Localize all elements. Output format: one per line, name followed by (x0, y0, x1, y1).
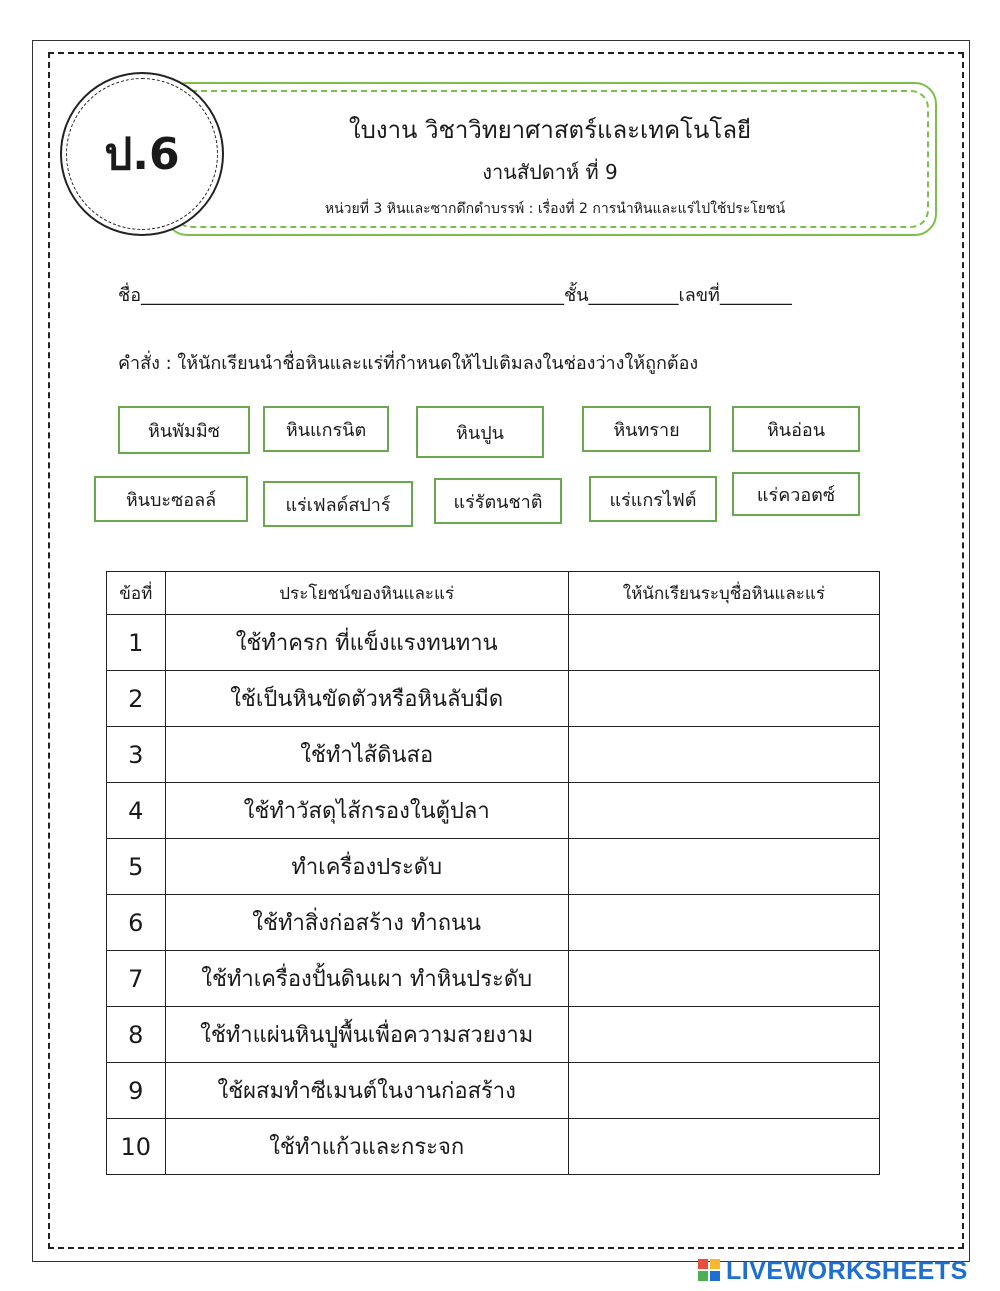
answer-cell[interactable] (568, 727, 879, 783)
liveworksheets-watermark[interactable] (698, 1256, 998, 1286)
row-use-text: ใช้เป็นหินขัดตัวหรือหินลับมีด (165, 671, 568, 727)
row-use-text: ใช้ผสมทำซีเมนต์ในงานก่อสร้าง (165, 1063, 568, 1119)
watermark-text: LIVEWORKSHEETS (726, 1256, 968, 1285)
answer-cell[interactable] (568, 951, 879, 1007)
answer-cell[interactable] (568, 783, 879, 839)
table-row (107, 1119, 880, 1175)
table-row (107, 671, 880, 727)
table-row (107, 1007, 880, 1063)
row-number: 6 (107, 895, 166, 951)
row-number: 4 (107, 783, 166, 839)
row-number: 3 (107, 727, 166, 783)
word-bank-item[interactable]: หินอ่อน (732, 406, 860, 452)
worksheet-title: ใบงาน วิชาวิทยาศาสตร์และเทคโนโลยี (348, 116, 752, 144)
table-row (107, 783, 880, 839)
row-use-text: ใช้ทำครก ที่แข็งแรงทนทาน (165, 615, 568, 671)
unit-label: หน่วยที่ 3 หินและซากดึกดำบรรพ์ : เรื่องที่ 2 การนำหินและแร่ไปใช้ประโยชน์ (324, 201, 786, 217)
row-number: 7 (107, 951, 166, 1007)
student-info-line[interactable]: ชื่อ_______________________________________________ชั้น__________เลขที่________ (118, 285, 792, 306)
table-row (107, 727, 880, 783)
answer-cell[interactable] (568, 671, 879, 727)
answer-table (106, 571, 880, 1175)
table-row (107, 1063, 880, 1119)
word-bank-item[interactable]: หินปูน (416, 406, 544, 458)
row-use-text: ใช้ทำแผ่นหินปูพื้นเพื่อความสวยงาม (165, 1007, 568, 1063)
word-bank-item[interactable]: หินทราย (582, 406, 711, 452)
answer-cell[interactable] (568, 1063, 879, 1119)
table-row (107, 839, 880, 895)
row-number: 8 (107, 1007, 166, 1063)
row-use-text: ใช้ทำวัสดุไส้กรองในตู้ปลา (165, 783, 568, 839)
answer-cell[interactable] (568, 1119, 879, 1175)
liveworksheets-logo-icon (698, 1259, 722, 1283)
word-bank-item[interactable]: หินบะซอลล์ (94, 476, 248, 522)
row-number: 9 (107, 1063, 166, 1119)
row-number: 1 (107, 615, 166, 671)
column-header-number: ข้อที่ (107, 572, 166, 615)
word-bank-item[interactable]: หินแกรนิต (263, 406, 389, 452)
answer-cell[interactable] (568, 839, 879, 895)
table-header-row (107, 572, 880, 615)
row-number: 5 (107, 839, 166, 895)
column-header-use: ประโยชน์ของหินและแร่ (165, 572, 568, 615)
instruction-text: คำสั่ง : ให้นักเรียนนำชื่อหินและแร่ที่กำหนดให้ไปเติมลงในช่องว่างให้ถูกต้อง (118, 353, 699, 374)
table-row (107, 615, 880, 671)
answer-cell[interactable] (568, 615, 879, 671)
row-use-text: ทำเครื่องประดับ (165, 839, 568, 895)
word-bank-item[interactable]: แร่ควอตซ์ (732, 472, 860, 516)
grade-label: ป.6 (104, 129, 180, 180)
word-bank-item[interactable]: แร่แกรไฟต์ (589, 476, 717, 522)
table-row (107, 895, 880, 951)
word-bank-item[interactable]: แร่เฟลด์สปาร์ (263, 481, 413, 527)
column-header-answer: ให้นักเรียนระบุชื่อหินและแร่ (568, 572, 879, 615)
word-bank-item[interactable]: หินพัมมิซ (118, 406, 250, 454)
row-number: 10 (107, 1119, 166, 1175)
week-label: งานสัปดาห์ ที่ 9 (482, 160, 618, 184)
word-bank-item[interactable]: แร่รัตนชาติ (434, 478, 562, 524)
row-use-text: ใช้ทำแก้วและกระจก (165, 1119, 568, 1175)
row-use-text: ใช้ทำไส้ดินสอ (165, 727, 568, 783)
row-number: 2 (107, 671, 166, 727)
row-use-text: ใช้ทำเครื่องปั้นดินเผา ทำหินประดับ (165, 951, 568, 1007)
table-row (107, 951, 880, 1007)
answer-cell[interactable] (568, 1007, 879, 1063)
answer-cell[interactable] (568, 895, 879, 951)
row-use-text: ใช้ทำสิ่งก่อสร้าง ทำถนน (165, 895, 568, 951)
